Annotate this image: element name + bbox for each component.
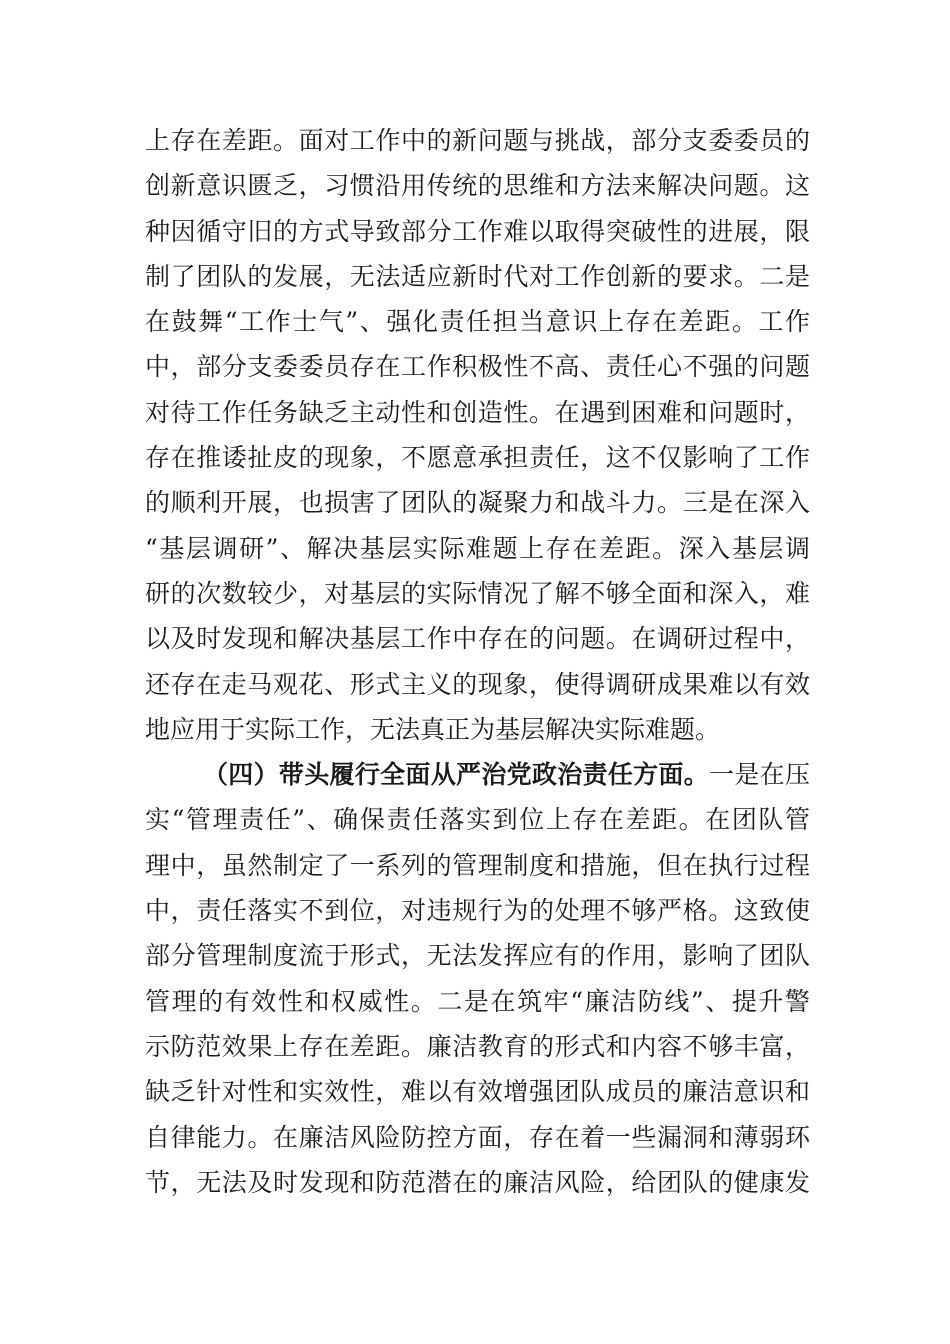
text-line: 对待工作任务缺乏主动性和创造性。在遇到困难和问题时， bbox=[145, 397, 810, 427]
text-line: 的顺利开展，也损害了团队的凝聚力和战斗力。三是在深入 bbox=[145, 488, 810, 518]
text-line: 部分管理制度流于形式，无法发挥应有的作用，影响了团队 bbox=[145, 941, 810, 971]
text-line: 理中，虽然制定了一系列的管理制度和措施，但在执行过程 bbox=[145, 850, 810, 880]
text-line: 缺乏针对性和实效性，难以有效增强团队成员的廉洁意识和 bbox=[145, 1077, 810, 1107]
text-line: 创新意识匮乏，习惯沿用传统的思维和方法来解决问题。这 bbox=[145, 171, 810, 201]
paragraph-continuation bbox=[145, 118, 810, 752]
text-line: 在鼓舞“工作士气”、强化责任担当意识上存在差距。工作 bbox=[145, 307, 810, 337]
text-line: 示防范效果上存在差距。廉洁教育的形式和内容不够丰富， bbox=[145, 1031, 810, 1061]
text-line: “基层调研”、解决基层实际难题上存在差距。深入基层调 bbox=[145, 533, 810, 563]
text-line: 制了团队的发展，无法适应新时代对工作创新的要求。二是 bbox=[145, 261, 810, 291]
text-line: 自律能力。在廉洁风险防控方面，存在着一些漏洞和薄弱环 bbox=[145, 1122, 810, 1152]
text-line: 管理的有效性和权威性。二是在筑牢“廉洁防线”、提升警 bbox=[145, 986, 810, 1016]
heading-line-rest: 一是在压 bbox=[709, 760, 810, 790]
section-heading-line bbox=[145, 752, 810, 797]
text-line: 以及时发现和解决基层工作中存在的问题。在调研过程中， bbox=[145, 624, 810, 654]
paragraph-section-four bbox=[145, 752, 810, 1205]
text-line: 中，责任落实不到位，对违规行为的处理不够严格。这致使 bbox=[145, 896, 810, 926]
text-line: 还存在走马观花、形式主义的现象，使得调研成果难以有效 bbox=[145, 669, 810, 699]
text-line: 中，部分支委委员存在工作积极性不高、责任心不强的问题 bbox=[145, 352, 810, 382]
document-body bbox=[145, 118, 810, 1205]
text-line: 种因循守旧的方式导致部分工作难以取得突破性的进展，限 bbox=[145, 216, 810, 246]
text-line: 上存在差距。面对工作中的新问题与挑战，部分支委委员的 bbox=[145, 126, 810, 155]
text-line: 地应用于实际工作，无法真正为基层解决实际难题。 bbox=[145, 714, 721, 744]
text-line: 存在推诿扯皮的现象，不愿意承担责任，这不仅影响了工作 bbox=[145, 443, 810, 473]
text-line: 实“管理责任”、确保责任落实到位上存在差距。在团队管 bbox=[145, 805, 810, 835]
section-heading: （四）带头履行全面从严治党政治责任方面。 bbox=[203, 760, 710, 790]
text-line: 研的次数较少，对基层的实际情况了解不够全面和深入，难 bbox=[145, 578, 810, 608]
text-line: 节，无法及时发现和防范潜在的廉洁风险，给团队的健康发 bbox=[145, 1167, 810, 1197]
